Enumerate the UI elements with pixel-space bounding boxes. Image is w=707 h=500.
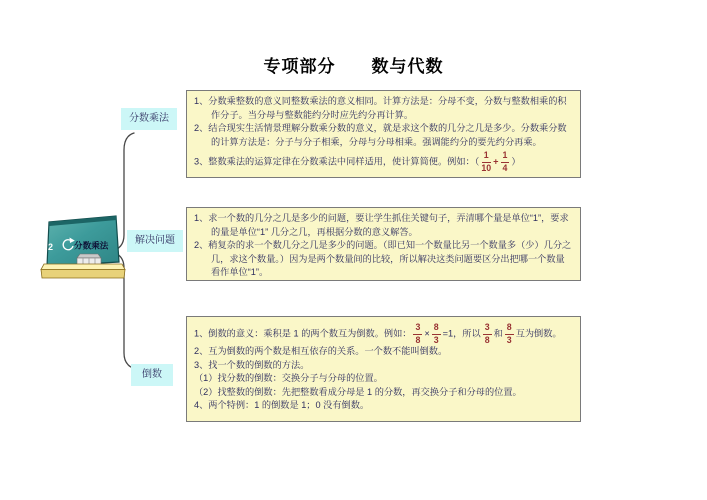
fraction-denominator: 8 [484, 334, 490, 345]
note-item: 1、求一个数的几分之几是多少的问题，要让学生抓住关键句子，弄清哪个量是单位“1”，要求的量是单位“1” 几分之几，再根据分数的意义解答。 [194, 213, 569, 237]
chalk-tray-top [41, 264, 125, 270]
operator: × [424, 328, 430, 339]
note-item: 3、找一个数的倒数的方法。 [194, 359, 310, 370]
note-subitem: （1）找分数的倒数：交换分子与分母的位置。 [194, 373, 383, 384]
fraction [432, 323, 441, 345]
note-box-fraction-multiplication [186, 90, 581, 178]
fraction-denominator: 4 [502, 162, 508, 173]
fraction [505, 323, 514, 345]
root-label: 分数乘法 [74, 240, 109, 251]
fraction-numerator: 3 [483, 323, 492, 335]
root-badge: 2 [48, 242, 54, 252]
fraction-numerator: 8 [432, 323, 441, 335]
formula-text: 互为倒数。 [515, 328, 562, 339]
note-item: 4、两个特例：1 的倒数是 1；0 没有倒数。 [194, 400, 370, 411]
fraction-denominator: 8 [415, 334, 421, 345]
note-subitem: （2）找整数的倒数：先把整数看成分母是 1 的分数，再交换分子和分母的位置。 [194, 386, 522, 397]
note-item-with-formula [194, 323, 573, 345]
formula-text: 和 [493, 328, 503, 339]
branch-label-fraction-multiplication: 分数乘法 [121, 108, 177, 130]
note-box-reciprocal [186, 316, 581, 422]
note-item-with-formula [194, 151, 573, 173]
formula-text: 1、倒数的意义：乘积是 1 的两个数互为倒数。例如： [194, 328, 412, 339]
fraction [483, 323, 492, 345]
operator: + [493, 156, 499, 167]
note-item: 2、稍复杂的求一个数几分之几是多少的问题。（即已知一个数量比另一个数量多（少）几分之几，求这个数量。）因为是两个数量间的比较，所以解决这类问题要区分出把哪一个数量看作单位“1”。 [194, 240, 572, 277]
fraction-denominator: 10 [481, 162, 492, 173]
fraction [481, 151, 491, 173]
fraction [501, 151, 510, 173]
fraction-denominator: 3 [433, 334, 439, 345]
branch-label-problem-solving: 解决问题 [127, 230, 183, 252]
formula-text: =1，所以 [442, 328, 481, 339]
fraction-denominator: 3 [506, 334, 512, 345]
branch-label-reciprocal: 倒数 [131, 364, 173, 386]
fraction [413, 323, 422, 345]
root-node-blackboard [38, 212, 130, 284]
note-box-problem-solving [186, 207, 581, 281]
eraser-top [77, 254, 101, 258]
formula-text: ） [511, 156, 521, 167]
fraction-numerator: 1 [482, 151, 491, 163]
fraction-numerator: 8 [505, 323, 514, 335]
fraction-numerator: 3 [413, 323, 422, 335]
note-item: 2、互为倒数的两个数是相互依存的关系。一个数不能叫倒数。 [194, 346, 448, 357]
note-item: 2、结合现实生活情景理解分数乘分数的意义，就是求这个数的几分之几是多少。分数乘分数的计算方法是：分子与分子相乘，分母与分母相乘。强调能约分的要先约分再乘。 [194, 123, 567, 147]
formula-text: 3、整数乘法的运算定律在分数乘法中同样适用，使计算简便。例如：（ [194, 156, 480, 167]
page-title: 专项部分 数与代数 [263, 57, 444, 76]
fraction-numerator: 1 [501, 151, 510, 163]
chalk-tray-front [41, 270, 125, 279]
note-item: 1、分数乘整数的意义同整数乘法的意义相同。计算方法是：分母不变，分数与整数相乘的积作分子。当分母与整数能约分时应先约分再计算。 [194, 96, 567, 120]
